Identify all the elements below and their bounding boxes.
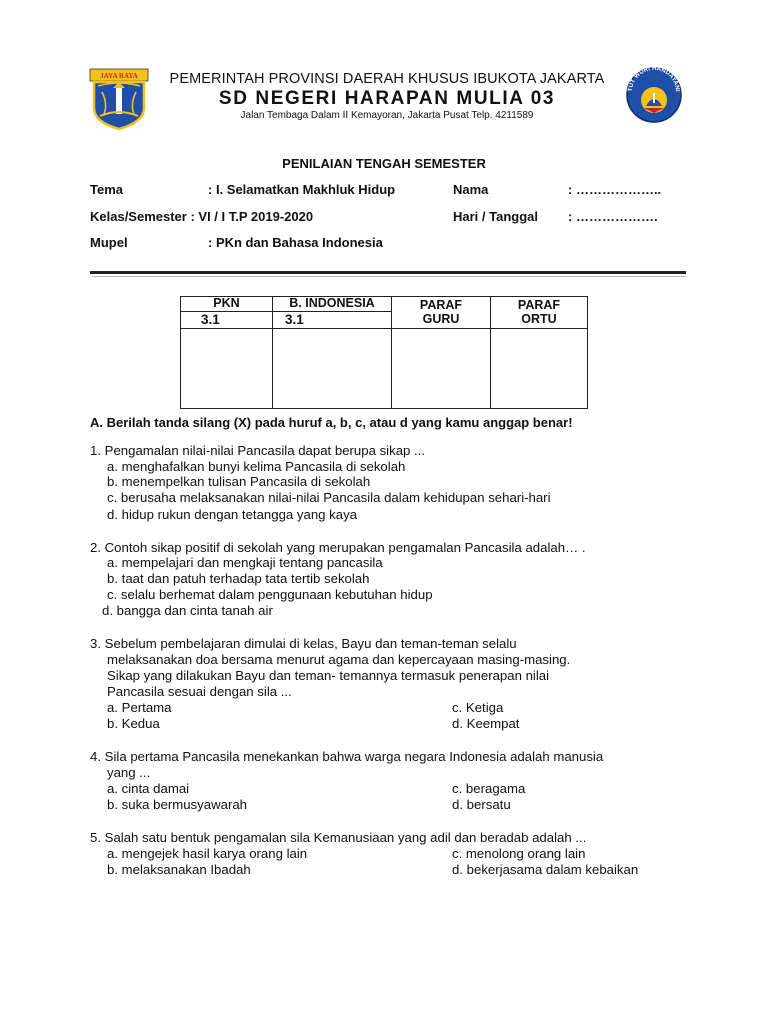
mupel-label: Mupel — [90, 235, 128, 250]
question-2-option-b[interactable]: b. taat dan patuh terhadap tata tertib sekolah — [107, 571, 370, 586]
paraf-guru-line1: PARAF — [419, 298, 463, 312]
logo-motto-text: TUT WURI HANDAYANI — [626, 66, 682, 92]
question-4-option-c[interactable]: c. beragama — [452, 781, 526, 796]
hari-tanggal-label: Hari / Tanggal — [453, 209, 538, 224]
kelas-semester: Kelas/Semester : VI / I T.P 2019-2020 — [90, 209, 314, 224]
tema-value: : I. Selamatkan Makhluk Hidup — [208, 182, 396, 197]
question-4-stem: 4. Sila pertama Pancasila menekankan bahwa warga negara Indonesia adalah manusia — [90, 749, 604, 764]
header-divider — [90, 271, 686, 274]
question-2-stem: 2. Contoh sikap positif di sekolah yang merupakan pengamalan Pancasila adalah… . — [90, 540, 586, 555]
tema-label: Tema — [90, 182, 123, 197]
pkn-kd: 3.1 — [201, 312, 220, 327]
nama-label: Nama — [453, 182, 489, 197]
header-divider-shadow — [92, 276, 686, 277]
table-divider — [181, 328, 587, 329]
question-5-option-b[interactable]: b. melaksanakan Ibadah — [107, 862, 251, 877]
question-3-option-b[interactable]: b. Kedua — [107, 716, 160, 731]
table-divider — [272, 297, 273, 408]
header-school-name: SD NEGERI HARAPAN MULIA 03 — [218, 88, 556, 109]
paraf-ortu-line1: PARAF — [517, 298, 561, 312]
question-2-option-a[interactable]: a. mempelajari dan mengkaji tentang pancasila — [107, 555, 383, 570]
question-1-option-a[interactable]: a. menghafalkan bunyi kelima Pancasila di sekolah — [107, 459, 406, 474]
question-3-stem: Sikap yang dilakukan Bayu dan teman- temannya termasuk penerapan nilai — [107, 668, 550, 683]
question-4-option-b[interactable]: b. suka bermusyawarah — [107, 797, 248, 812]
question-4-option-d[interactable]: d. bersatu — [452, 797, 511, 812]
exam-title: PENILAIAN TENGAH SEMESTER — [282, 156, 486, 171]
bindo-header: B. INDONESIA — [289, 296, 375, 310]
question-3-stem: melaksanakan doa bersama menurut agama dan kepercayaan masing-masing. — [107, 652, 571, 667]
header-government: PEMERINTAH PROVINSI DAERAH KHUSUS IBUKOTA JAKARTA — [169, 71, 605, 87]
question-1-option-b[interactable]: b. menempelkan tulisan Pancasila di sekolah — [107, 474, 371, 489]
question-3-option-a[interactable]: a. Pertama — [107, 700, 172, 715]
paraf-ortu-line2: ORTU — [521, 312, 557, 326]
score-table — [180, 296, 588, 409]
question-3-stem: 3. Sebelum pembelajaran dimulai di kelas, Bayu dan teman-teman selalu — [90, 636, 517, 651]
question-1-option-d[interactable]: d. hidup rukun dengan tetangga yang kaya — [107, 507, 358, 522]
hari-tanggal-field[interactable]: : ………………. — [568, 209, 658, 224]
question-3-option-d[interactable]: d. Keempat — [452, 716, 520, 731]
question-4-stem: yang ... — [107, 765, 151, 780]
logo-banner-text: JAYA RAYA — [100, 72, 138, 80]
question-1-stem: 1. Pengamalan nilai-nilai Pancasila dapat berupa sikap ... — [90, 443, 426, 458]
question-5-option-d[interactable]: d. bekerjasama dalam kebaikan — [452, 862, 639, 877]
question-2-option-c[interactable]: c. selalu berhemat dalam penggunaan kebutuhan hidup — [107, 587, 433, 602]
question-3-option-c[interactable]: c. Ketiga — [452, 700, 504, 715]
nama-field[interactable]: : ……………….. — [568, 182, 662, 197]
section-a-instruction: A. Berilah tanda silang (X) pada huruf a, b, c, atau d yang kamu anggap benar! — [90, 415, 573, 430]
header-address: Jalan Tembaga Dalam II Kemayoran, Jakarta Pusat Telp. 4211589 — [240, 110, 534, 121]
mupel-value: : PKn dan Bahasa Indonesia — [208, 235, 383, 250]
question-1-option-c[interactable]: c. berusaha melaksanakan nilai-nilai Pancasila dalam kehidupan sehari-hari — [107, 490, 551, 505]
bindo-kd: 3.1 — [285, 312, 304, 327]
tut-wuri-handayani-icon — [622, 66, 686, 124]
question-5-option-a[interactable]: a. mengejek hasil karya orang lain — [107, 846, 308, 861]
question-3-stem: Pancasila sesuai dengan sila ... — [107, 684, 292, 699]
question-4-option-a[interactable]: a. cinta damai — [107, 781, 190, 796]
question-5-stem: 5. Salah satu bentuk pengamalan sila Kemanusiaan yang adil dan beradab adalah ... — [90, 830, 587, 845]
paraf-guru-line2: GURU — [422, 312, 460, 326]
jakarta-emblem-icon — [86, 68, 152, 130]
pkn-header: PKN — [213, 296, 240, 310]
question-2-option-d[interactable]: d. bangga dan cinta tanah air — [102, 603, 273, 618]
question-5-option-c[interactable]: c. menolong orang lain — [452, 846, 586, 861]
